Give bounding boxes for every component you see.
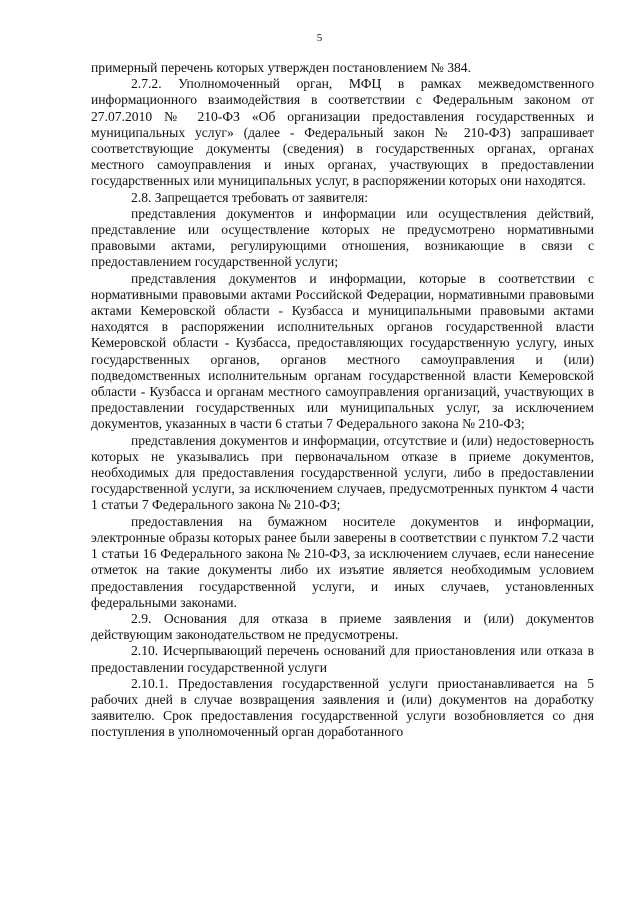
list-item-prohibition-3: представления документов и информации, отсутствие и (или) недостоверность которых не указывались при первоначальном отказе в приеме документов, необходимых для предоставления государственной услуги, либо в предоставлении государственной услуги, за исключением случаев, предусмотренных пунктом 4 части 1 статьи 7 Федерального закона № 210-ФЗ; (91, 432, 594, 513)
paragraph-2-9: 2.9. Основания для отказа в приеме заявления и (или) документов действующим законодательством не предусмотрены. (91, 610, 594, 643)
paragraph-continuation: примерный перечень которых утвержден постановлением № 384. (91, 60, 471, 75)
list-item-prohibition-2: представления документов и информации, которые в соответствии с нормативными правовыми актами Российской Федерации, нормативными правовыми актами Кемеровской области - Кузбасса и муниципальными правовыми актами находятся в распоряжении исполнительных органов государственной власти Кемеровской области - Кузбасса, предоставляющих государственную услугу, иных государственных органов, органов местного самоуправления и (или) подведомственных исполнительным органам государственной власти Кемеровской области - Кузбасса и органам местного самоуправления организаций, участвующих в предоставлении государственных или муниципальных услуг, за исключением документов, указанных в части 6 статьи 7 Федерального закона № 210-ФЗ; (91, 270, 594, 432)
paragraph-2-8: 2.8. Запрещается требовать от заявителя: (131, 189, 369, 205)
list-item-prohibition-4: предоставления на бумажном носителе документов и информации, электронные образы которых ранее были заверены в соответствии с пунктом 7.2 части 1 статьи 16 Федерального закона № 210-ФЗ, за исключением случаев, если нанесение отметок на такие документы либо их изъятие является необходимым условием предоставления государственной услуги, и иных случаев, установленных федеральными законами. (91, 513, 594, 610)
list-item-prohibition-1: представления документов и информации или осуществления действий, представление или осуществление которых не предусмотрено нормативными правовыми актами, регулирующими отношения, возникающие в связи с предоставлением государственной услуги; (91, 205, 594, 270)
document-body (91, 60, 594, 741)
page-number: 5 (316, 32, 323, 44)
paragraph-2-10-1: 2.10.1. Предоставления государственной услуги приостанавливается на 5 рабочих дней в случае возвращения заявления и (или) документов на доработку заявителю. Срок предоставления государственной услуги возобновляется со дня поступления в уполномоченный орган доработанного (91, 675, 594, 740)
paragraph-2-7-2: 2.7.2. Уполномоченный орган, МФЦ в рамках межведомственного информационного взаимодействия в соответствии с Федеральным законом от 27.07.2010 № 210-ФЗ «Об организации предоставления государственных и муниципальных услуг» (далее - Федеральный закон № 210-ФЗ) запрашивает соответствующие документы (сведения) в государственных органах, органах местного самоуправления и иных органах, участвующих в предоставлении государственных или муниципальных услуг, в распоряжении которых они находятся. (91, 76, 594, 189)
paragraph-2-10: 2.10. Исчерпывающий перечень оснований для приостановления или отказа в предоставлении государственной услуги (91, 643, 594, 675)
